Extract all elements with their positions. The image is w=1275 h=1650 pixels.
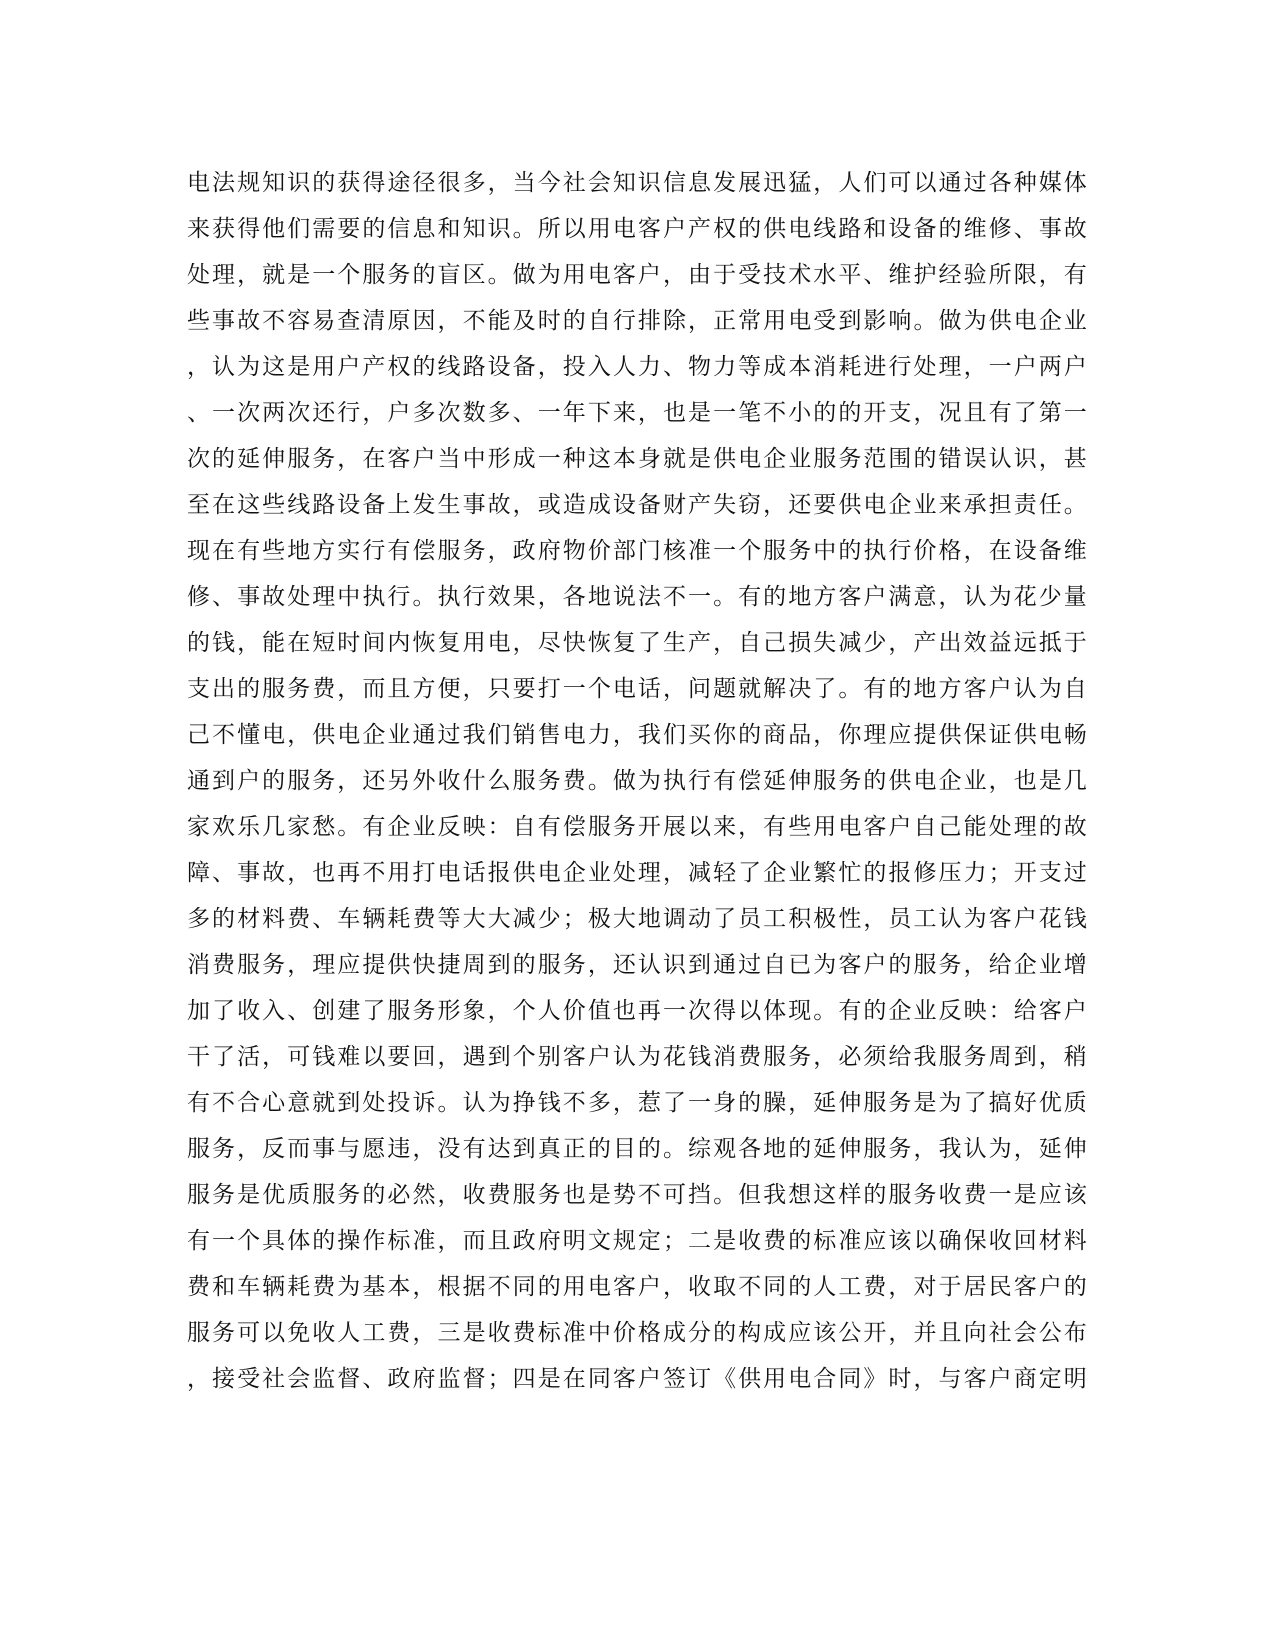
text-line: 消费服务，理应提供快捷周到的服务，还认识到通过自已为客户的服务，给企业增: [187, 952, 1087, 978]
text-line: 通到户的服务，还另外收什么服务费。做为执行有偿延伸服务的供电企业，也是几: [187, 768, 1087, 794]
text-line: 服务，反而事与愿违，没有达到真正的目的。综观各地的延伸服务，我认为，延伸: [187, 1136, 1087, 1162]
text-line: 现在有些地方实行有偿服务，政府物价部门核准一个服务中的执行价格，在设备维: [187, 538, 1087, 564]
text-line: 服务是优质服务的必然，收费服务也是势不可挡。但我想这样的服务收费一是应该: [187, 1182, 1087, 1208]
text-line: 己不懂电，供电企业通过我们销售电力，我们买你的商品，你理应提供保证供电畅: [187, 722, 1087, 748]
text-line: 修、事故处理中执行。执行效果，各地说法不一。有的地方客户满意，认为花少量: [187, 584, 1087, 610]
text-line: 家欢乐几家愁。有企业反映：自有偿服务开展以来，有些用电客户自己能处理的故: [187, 814, 1087, 840]
text-line: 干了活，可钱难以要回，遇到个别客户认为花钱消费服务，必须给我服务周到，稍: [187, 1044, 1087, 1070]
text-line: 次的延伸服务，在客户当中形成一种这本身就是供电企业服务范围的错误认识，甚: [187, 446, 1087, 472]
text-line: 有不合心意就到处投诉。认为挣钱不多，惹了一身的臊，延伸服务是为了搞好优质: [187, 1090, 1087, 1116]
text-line: ，认为这是用户产权的线路设备，投入人力、物力等成本消耗进行处理，一户两户: [187, 354, 1087, 380]
text-line: 障、事故，也再不用打电话报供电企业处理，减轻了企业繁忙的报修压力；开支过: [187, 860, 1087, 886]
text-line: 加了收入、创建了服务形象，个人价值也再一次得以体现。有的企业反映：给客户: [187, 998, 1087, 1024]
text-line: 费和车辆耗费为基本，根据不同的用电客户，收取不同的人工费，对于居民客户的: [187, 1274, 1087, 1300]
text-line: 有一个具体的操作标准，而且政府明文规定；二是收费的标准应该以确保收回材料: [187, 1228, 1087, 1254]
text-line: 支出的服务费，而且方便，只要打一个电话，问题就解决了。有的地方客户认为自: [187, 676, 1087, 702]
text-line: 服务可以免收人工费，三是收费标准中价格成分的构成应该公开，并且向社会公布: [187, 1320, 1087, 1346]
text-line: ，接受社会监督、政府监督；四是在同客户签订《供用电合同》时，与客户商定明: [187, 1366, 1087, 1392]
text-line: 至在这些线路设备上发生事故，或造成设备财产失窃，还要供电企业来承担责任。: [187, 492, 1087, 518]
text-line: 电法规知识的获得途径很多，当今社会知识信息发展迅猛，人们可以通过各种媒体: [187, 170, 1087, 196]
body-text: [187, 160, 1087, 1402]
text-line: 来获得他们需要的信息和知识。所以用电客户产权的供电线路和设备的维修、事故: [187, 216, 1087, 242]
text-line: 的钱，能在短时间内恢复用电，尽快恢复了生产，自己损失减少，产出效益远抵于: [187, 630, 1087, 656]
text-line: 、一次两次还行，户多次数多、一年下来，也是一笔不小的的开支，况且有了第一: [187, 400, 1087, 426]
text-line: 处理，就是一个服务的盲区。做为用电客户，由于受技术水平、维护经验所限，有: [187, 262, 1087, 288]
text-line: 多的材料费、车辆耗费等大大减少；极大地调动了员工积极性，员工认为客户花钱: [187, 906, 1087, 932]
text-line: 些事故不容易查清原因，不能及时的自行排除，正常用电受到影响。做为供电企业: [187, 308, 1087, 334]
